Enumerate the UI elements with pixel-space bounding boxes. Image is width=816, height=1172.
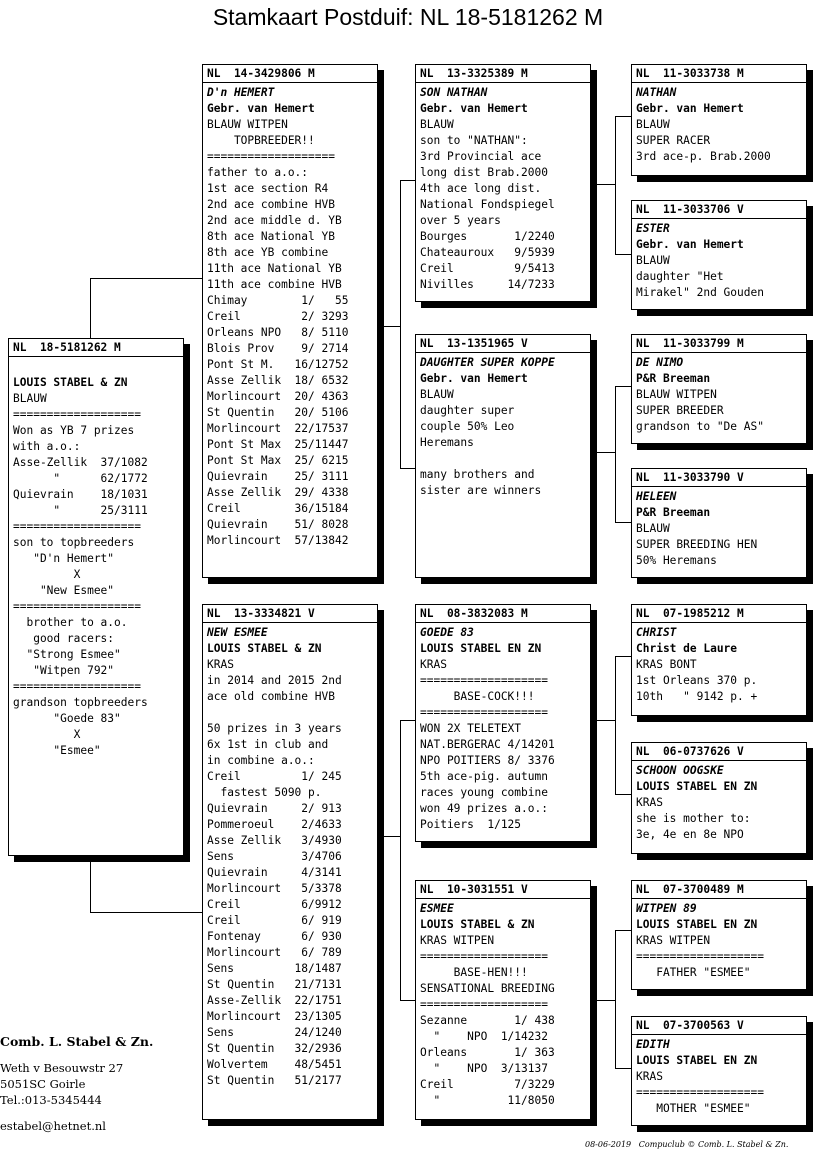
card-line: Nivilles 14/7233 bbox=[420, 278, 555, 291]
owner-email: estabel@hetnet.nl bbox=[0, 1119, 106, 1133]
connector bbox=[597, 452, 615, 453]
pigeon-card-fmf bbox=[631, 334, 807, 444]
connector bbox=[597, 184, 615, 185]
card-line: father to a.o.: bbox=[207, 166, 309, 179]
ring-number: NL 11-3033706 V bbox=[632, 201, 806, 219]
card-line: "New Esmee" bbox=[13, 584, 115, 597]
card-line: Sens 18/1487 bbox=[207, 962, 342, 975]
card-line: Orleans 1/ 363 bbox=[420, 1046, 555, 1059]
card-lines bbox=[203, 83, 377, 549]
ring-number: NL 13-3325389 M bbox=[416, 65, 590, 83]
pigeon-name: DAUGHTER SUPER KOPPE bbox=[420, 356, 555, 369]
card-line: National Fondspiegel bbox=[420, 198, 555, 211]
card-line: Pommeroeul 2/4633 bbox=[207, 818, 342, 831]
card-line: =================== bbox=[207, 150, 335, 163]
pigeon-name: D'n HEMERT bbox=[207, 86, 275, 99]
card-line: " 11/8050 bbox=[420, 1094, 555, 1107]
card-line: "Witpen 792" bbox=[13, 664, 115, 677]
pigeon-card-father bbox=[202, 64, 378, 578]
pigeon-name: EDITH bbox=[636, 1038, 670, 1051]
card-line: SUPER BREEDING HEN bbox=[636, 538, 758, 551]
card-lines bbox=[632, 761, 806, 843]
card-line: =================== bbox=[13, 408, 141, 421]
card-line: Morlincourt 20/ 4363 bbox=[207, 390, 349, 403]
card-line: BLAUW WITPEN bbox=[636, 388, 717, 401]
card-line: in 2014 and 2015 2nd bbox=[207, 674, 342, 687]
breeder-name: Gebr. van Hemert bbox=[636, 102, 744, 115]
card-line: "Strong Esmee" bbox=[13, 648, 121, 661]
breeder-name: LOUIS STABEL EN ZN bbox=[636, 780, 758, 793]
card-line: long dist Brab.2000 bbox=[420, 166, 548, 179]
card-line: son to topbreeders bbox=[13, 536, 135, 549]
pigeon-name: SCHOON OOGSKE bbox=[636, 764, 724, 777]
pigeon-card-mother bbox=[202, 604, 378, 1120]
connector bbox=[615, 386, 616, 522]
card-line: in combine a.o.: bbox=[207, 754, 315, 767]
card-line: Quievrain 4/3141 bbox=[207, 866, 342, 879]
card-line: Fontenay 6/ 930 bbox=[207, 930, 342, 943]
card-line: X bbox=[13, 568, 81, 581]
pigeon-card-father-father bbox=[415, 64, 591, 302]
connector bbox=[90, 278, 204, 279]
card-line: races young combine bbox=[420, 786, 548, 799]
card-lines bbox=[416, 353, 590, 499]
card-lines bbox=[416, 899, 590, 1109]
owner-address: Weth v Besouwstr 27 bbox=[0, 1061, 124, 1075]
card-line: 6x 1st in club and bbox=[207, 738, 329, 751]
card-line: =================== bbox=[13, 600, 141, 613]
card-line: Morlincourt 5/3378 bbox=[207, 882, 342, 895]
pigeon-name: NATHAN bbox=[636, 86, 677, 99]
pigeon-card-mother-father bbox=[415, 604, 591, 842]
card-line: she is mother to: bbox=[636, 812, 751, 825]
breeder-name: Gebr. van Hemert bbox=[420, 102, 528, 115]
card-line: 1st Orleans 370 p. bbox=[636, 674, 758, 687]
card-line: =================== bbox=[13, 680, 141, 693]
ring-number: NL 08-3832083 M bbox=[416, 605, 590, 623]
card-line: "Esmee" bbox=[13, 744, 101, 757]
card-line: sister are winners bbox=[420, 484, 542, 497]
ring-number: NL 18-5181262 M bbox=[9, 339, 183, 357]
connector bbox=[90, 912, 204, 913]
card-line: grandson to "De AS" bbox=[636, 420, 764, 433]
card-line: BLAUW bbox=[636, 118, 670, 131]
card-lines bbox=[203, 623, 377, 1089]
card-line: Morlincourt 22/17537 bbox=[207, 422, 349, 435]
card-line: KRAS BONT bbox=[636, 658, 697, 671]
breeder-name: Gebr. van Hemert bbox=[636, 238, 744, 251]
pigeon-name: CHRIST bbox=[636, 626, 677, 639]
ring-number: NL 10-3031551 V bbox=[416, 881, 590, 899]
card-lines bbox=[632, 353, 806, 435]
card-line: Morlincourt 23/1305 bbox=[207, 1010, 342, 1023]
card-line: BLAUW bbox=[636, 254, 670, 267]
card-line: son to "NATHAN": bbox=[420, 134, 528, 147]
connector bbox=[384, 836, 400, 837]
card-line: SUPER BREEDER bbox=[636, 404, 724, 417]
card-line: Bourges 1/2240 bbox=[420, 230, 555, 243]
card-line: Creil 9/5413 bbox=[420, 262, 555, 275]
card-line: =================== bbox=[636, 950, 764, 963]
card-line: BASE-HEN!!! bbox=[420, 966, 528, 979]
connector bbox=[400, 180, 401, 468]
card-line: 10th " 9142 p. + bbox=[636, 690, 758, 703]
breeder-name: Christ de Laure bbox=[636, 642, 738, 655]
card-line: over 5 years bbox=[420, 214, 501, 227]
card-line: KRAS bbox=[636, 1070, 663, 1083]
breeder-name: Gebr. van Hemert bbox=[207, 102, 315, 115]
card-line: KRAS bbox=[636, 796, 663, 809]
card-line: Poitiers 1/125 bbox=[420, 818, 522, 831]
card-line: 11th ace National YB bbox=[207, 262, 342, 275]
card-line: 4th ace long dist. bbox=[420, 182, 542, 195]
card-line: St Quentin 20/ 5106 bbox=[207, 406, 349, 419]
ring-number: NL 11-3033799 M bbox=[632, 335, 806, 353]
card-line: Won as YB 7 prizes bbox=[13, 424, 135, 437]
card-line: Chimay 1/ 55 bbox=[207, 294, 349, 307]
card-line: KRAS bbox=[420, 658, 447, 671]
card-line: X bbox=[13, 728, 81, 741]
card-line: Creil 7/3229 bbox=[420, 1078, 555, 1091]
card-line: MOTHER "ESMEE" bbox=[636, 1102, 751, 1115]
breeder-name: LOUIS STABEL EN ZN bbox=[420, 642, 542, 655]
ring-number: NL 07-3700489 M bbox=[632, 881, 806, 899]
card-line: 3e, 4e en 8e NPO bbox=[636, 828, 744, 841]
card-line: BLAUW bbox=[420, 388, 454, 401]
owner-city: 5051SC Goirle bbox=[0, 1077, 86, 1091]
card-line: Blois Prov 9/ 2714 bbox=[207, 342, 349, 355]
connector bbox=[400, 720, 401, 1000]
footer-credit: 08-06-2019 Compuclub © Comb. L. Stabel & Zn. bbox=[585, 1140, 789, 1149]
card-line: fastest 5090 p. bbox=[207, 786, 322, 799]
breeder-name: P&R Breeman bbox=[636, 372, 711, 385]
card-line: =================== bbox=[420, 706, 548, 719]
card-line: =================== bbox=[636, 1086, 764, 1099]
card-line: Sens 3/4706 bbox=[207, 850, 342, 863]
card-line: Morlincourt 57/13842 bbox=[207, 534, 349, 547]
card-line: =================== bbox=[420, 674, 548, 687]
breeder-name: P&R Breeman bbox=[636, 506, 711, 519]
card-line: Quievrain 2/ 913 bbox=[207, 802, 342, 815]
card-line: Creil 1/ 245 bbox=[207, 770, 342, 783]
card-line: BLAUW WITPEN bbox=[207, 118, 288, 131]
card-lines bbox=[632, 1035, 806, 1117]
ring-number: NL 13-1351965 V bbox=[416, 335, 590, 353]
connector bbox=[90, 856, 91, 912]
card-line: Quievrain 51/ 8028 bbox=[207, 518, 349, 531]
pigeon-card-ffm bbox=[631, 200, 807, 310]
card-line: NPO POITIERS 8/ 3376 bbox=[420, 754, 555, 767]
card-line: 1st ace section R4 bbox=[207, 182, 329, 195]
card-lines bbox=[632, 83, 806, 165]
owner-tel: Tel.:013-5345444 bbox=[0, 1093, 102, 1107]
connector bbox=[597, 1000, 615, 1001]
card-lines bbox=[416, 83, 590, 293]
card-line: Quievrain 25/ 3111 bbox=[207, 470, 349, 483]
card-line: Asse-Zellik 37/1082 bbox=[13, 456, 148, 469]
card-line: Asse Zellik 18/ 6532 bbox=[207, 374, 349, 387]
card-line: Asse Zellik 3/4930 bbox=[207, 834, 342, 847]
card-lines bbox=[632, 899, 806, 981]
breeder-name: LOUIS STABEL EN ZN bbox=[636, 918, 758, 931]
card-line: 2nd ace combine HVB bbox=[207, 198, 335, 211]
page-title: Stamkaart Postduif: NL 18-5181262 M bbox=[212, 4, 604, 30]
pigeon-name: NEW ESMEE bbox=[207, 626, 268, 639]
card-line: NAT.BERGERAC 4/14201 bbox=[420, 738, 555, 751]
card-line: =================== bbox=[13, 520, 141, 533]
card-lines bbox=[416, 623, 590, 833]
card-line: St Quentin 32/2936 bbox=[207, 1042, 342, 1055]
card-line: SENSATIONAL BREEDING bbox=[420, 982, 555, 995]
ring-number: NL 06-0737626 V bbox=[632, 743, 806, 761]
card-line: 8th ace YB combine bbox=[207, 246, 329, 259]
card-line: 50 prizes in 3 years bbox=[207, 722, 342, 735]
breeder-name: LOUIS STABEL & ZN bbox=[207, 642, 322, 655]
card-line: WON 2X TELETEXT bbox=[420, 722, 522, 735]
connector bbox=[384, 326, 400, 327]
pigeon-name: ESMEE bbox=[420, 902, 454, 915]
connector bbox=[615, 116, 616, 254]
card-line: Asse-Zellik 22/1751 bbox=[207, 994, 342, 1007]
card-line: BASE-COCK!!! bbox=[420, 690, 535, 703]
card-line: Creil 2/ 3293 bbox=[207, 310, 349, 323]
connector bbox=[597, 720, 615, 721]
ring-number: NL 07-1985212 M bbox=[632, 605, 806, 623]
pigeon-card-fff bbox=[631, 64, 807, 176]
card-line: daughter "Het bbox=[636, 270, 724, 283]
ring-number: NL 07-3700563 V bbox=[632, 1017, 806, 1035]
pigeon-name: ESTER bbox=[636, 222, 670, 235]
owner-block bbox=[0, 1034, 153, 1134]
card-line: Creil 36/15184 bbox=[207, 502, 349, 515]
breeder-name: LOUIS STABEL EN ZN bbox=[636, 1054, 758, 1067]
card-line: Orleans NPO 8/ 5110 bbox=[207, 326, 349, 339]
card-line: BLAUW bbox=[636, 522, 670, 535]
card-line: brother to a.o. bbox=[13, 616, 128, 629]
pigeon-card-mother-mother bbox=[415, 880, 591, 1120]
card-line: Sezanne 1/ 438 bbox=[420, 1014, 555, 1027]
owner-name: Comb. L. Stabel & Zn. bbox=[0, 1034, 154, 1049]
card-line bbox=[420, 451, 586, 467]
card-lines bbox=[9, 357, 183, 759]
card-line: good racers: bbox=[13, 632, 115, 645]
card-line: won 49 prizes a.o.: bbox=[420, 802, 548, 815]
pigeon-name: GOEDE 83 bbox=[420, 626, 474, 639]
pigeon-card-father-mother bbox=[415, 334, 591, 578]
card-line: KRAS bbox=[207, 658, 234, 671]
card-line: KRAS WITPEN bbox=[636, 934, 711, 947]
card-line bbox=[13, 359, 179, 375]
ring-number: NL 14-3429806 M bbox=[203, 65, 377, 83]
pigeon-card-mmf bbox=[631, 880, 807, 990]
pigeon-name: WITPEN 89 bbox=[636, 902, 697, 915]
card-line: Creil 6/ 919 bbox=[207, 914, 342, 927]
pigeon-card-fmm bbox=[631, 468, 807, 578]
card-line: many brothers and bbox=[420, 468, 535, 481]
card-line: 50% Heremans bbox=[636, 554, 717, 567]
card-line: Pont St M. 16/12752 bbox=[207, 358, 349, 371]
card-line: " NPO 3/13137 bbox=[420, 1062, 548, 1075]
card-line: St Quentin 21/7131 bbox=[207, 978, 342, 991]
card-line: "Goede 83" bbox=[13, 712, 121, 725]
pigeon-name: DE NIMO bbox=[636, 356, 684, 369]
card-line: FATHER "ESMEE" bbox=[636, 966, 751, 979]
card-line: grandson topbreeders bbox=[13, 696, 148, 709]
card-line: " 62/1772 bbox=[13, 472, 148, 485]
card-line: 2nd ace middle d. YB bbox=[207, 214, 342, 227]
breeder-name: Gebr. van Hemert bbox=[420, 372, 528, 385]
pigeon-card-mfm bbox=[631, 742, 807, 854]
breeder-name: LOUIS STABEL & ZN bbox=[420, 918, 535, 931]
card-line: St Quentin 51/2177 bbox=[207, 1074, 342, 1087]
card-line: =================== bbox=[420, 998, 548, 1011]
pigeon-name: SON NATHAN bbox=[420, 86, 488, 99]
card-line bbox=[207, 705, 373, 721]
card-line: ace old combine HVB bbox=[207, 690, 335, 703]
card-line: 5th ace-pig. autumn bbox=[420, 770, 548, 783]
card-line: BLAUW bbox=[420, 118, 454, 131]
card-line: Pont St Max 25/11447 bbox=[207, 438, 349, 451]
card-line: 8th ace National YB bbox=[207, 230, 335, 243]
card-line: KRAS WITPEN bbox=[420, 934, 495, 947]
card-line: BLAUW bbox=[13, 392, 47, 405]
card-lines bbox=[632, 623, 806, 705]
card-line: 3rd Provincial ace bbox=[420, 150, 542, 163]
breeder-name: LOUIS STABEL & ZN bbox=[13, 376, 128, 389]
card-line: Asse Zellik 29/ 4338 bbox=[207, 486, 349, 499]
pigeon-name: HELEEN bbox=[636, 490, 677, 503]
card-line: Morlincourt 6/ 789 bbox=[207, 946, 342, 959]
card-line: "D'n Hemert" bbox=[13, 552, 115, 565]
card-line: " NPO 1/14232 bbox=[420, 1030, 548, 1043]
card-line: 11th ace combine HVB bbox=[207, 278, 342, 291]
card-lines bbox=[632, 487, 806, 569]
card-line: with a.o.: bbox=[13, 440, 81, 453]
card-line: Chateauroux 9/5939 bbox=[420, 246, 555, 259]
card-line: Mirakel" 2nd Gouden bbox=[636, 286, 764, 299]
card-line: couple 50% Leo bbox=[420, 420, 515, 433]
pigeon-card-mmm bbox=[631, 1016, 807, 1126]
ring-number: NL 13-3334821 V bbox=[203, 605, 377, 623]
card-line: Heremans bbox=[420, 436, 474, 449]
ring-number: NL 11-3033738 M bbox=[632, 65, 806, 83]
card-line: " 25/3111 bbox=[13, 504, 148, 517]
card-line: Wolvertem 48/5451 bbox=[207, 1058, 342, 1071]
pigeon-card-main bbox=[8, 338, 184, 856]
card-line: Quievrain 18/1031 bbox=[13, 488, 148, 501]
card-line: =================== bbox=[420, 950, 548, 963]
card-line: TOPBREEDER!! bbox=[207, 134, 315, 147]
card-line: 3rd ace-p. Brab.2000 bbox=[636, 150, 771, 163]
pigeon-card-mff bbox=[631, 604, 807, 716]
card-line: Sens 24/1240 bbox=[207, 1026, 342, 1039]
card-lines bbox=[632, 219, 806, 301]
connector bbox=[90, 278, 91, 340]
card-line: daughter super bbox=[420, 404, 515, 417]
ring-number: NL 11-3033790 V bbox=[632, 469, 806, 487]
connector bbox=[615, 930, 616, 1068]
card-line: Pont St Max 25/ 6215 bbox=[207, 454, 349, 467]
card-line: Creil 6/9912 bbox=[207, 898, 342, 911]
card-line: SUPER RACER bbox=[636, 134, 711, 147]
connector bbox=[615, 656, 616, 794]
